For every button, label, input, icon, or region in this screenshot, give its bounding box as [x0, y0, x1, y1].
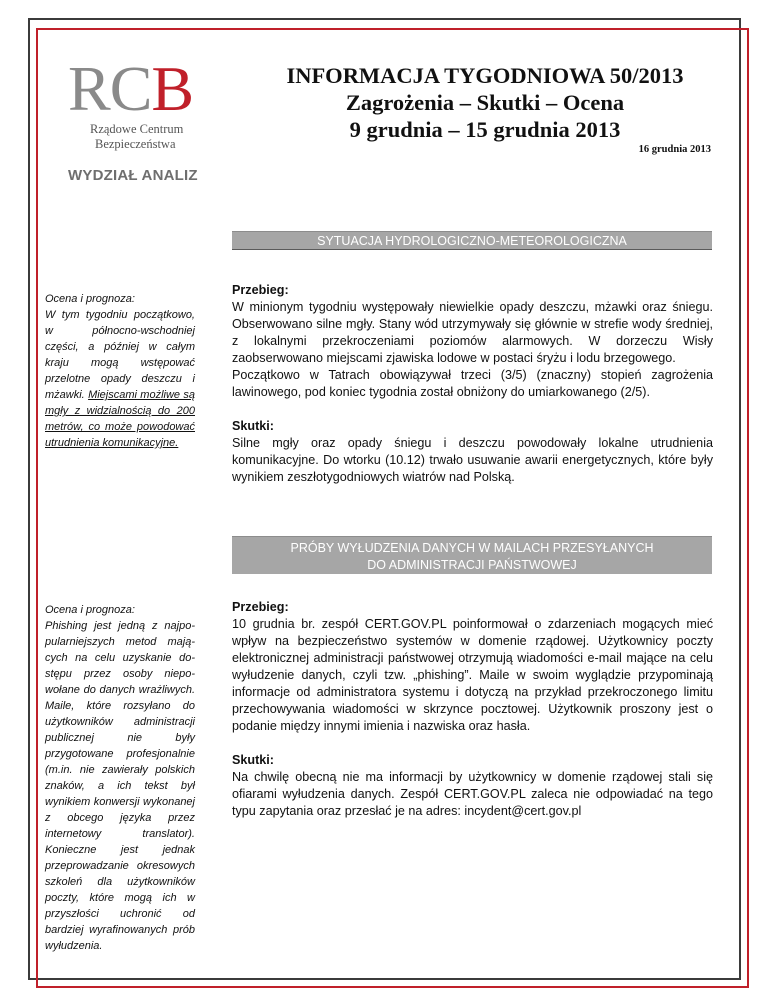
- side-note-underlined-text: Miejscami możliwe są mgły z widzialnością do 200 metrów, co może powodować utrudnienia komunikacyjne.: [45, 389, 195, 449]
- rcb-logo: [60, 55, 220, 155]
- title-line-3: 9 grudnia – 15 grudnia 2013: [349, 117, 621, 142]
- przebieg-label: Przebieg:: [232, 600, 289, 614]
- logo-letters-rc: RC: [68, 53, 152, 124]
- title-line-1: INFORMACJA TYGODNIOWA 50/2013: [286, 63, 684, 88]
- title-line-2: Zagrożenia – Skutki – Ocena: [345, 90, 625, 115]
- side-note-hydro: [45, 291, 195, 451]
- section-heading-phishing-line2: DO ADMINISTRACJI PAŃSTWOWEJ: [367, 558, 577, 572]
- section-heading-hydro: [232, 231, 712, 250]
- section-heading-underline: [232, 249, 712, 250]
- logo-subtitle-line1: Rządowe Centrum: [90, 122, 184, 136]
- side-note-label: Ocena i prognoza:: [45, 604, 135, 616]
- skutki-paragraph: Na chwilę obecną nie ma informacji by użytkownicy w domenie rządowej stali się ofiarami wyłudzenia danych. Zespół CERT.GOV.PL zaleca nie odpowiadać na tego typu zapytania oraz przesłać je na adres: incydent@cert.gov.pl: [232, 770, 713, 818]
- document-title: [235, 62, 735, 143]
- skutki-paragraph: Silne mgły oraz opady śniegu i deszczu powodowały lokalne utrudnienia komunikacyjne. Do wtorku (10.12) trwało usuwanie awarii energetycznych, które były wynikiem zeszłotygodniowych wiatrów nad Polską.: [232, 436, 713, 484]
- side-note-text: W tym tygodniu początkowo, w północno-wschodniej części, a później w całym kraju mogą wstępować przelotne opady deszczu i mżawki.: [45, 309, 195, 401]
- section-heading-phishing: [232, 536, 712, 574]
- section-heading-hydro-text: SYTUACJA HYDROLOGICZNO-METEOROLOGICZNA: [317, 234, 627, 248]
- department-label: WYDZIAŁ ANALIZ: [68, 167, 198, 184]
- logo-letters-b: B: [151, 53, 194, 124]
- issue-date: 16 grudnia 2013: [638, 144, 711, 155]
- side-note-text: Phishing jest jedną z najpopularniejszych metod mających na celu uzyskanie dostępu przez osoby niepowołane do danych wrażliwych. Maile, które rozsyłano do użytkowników administracji publicznej nie były przygotowane profesjonalnie (m.in. nie zawierały polskich znaków, a ich tekst był wynikiem konwersji wykonanej z obcego języka przez internetowy translator). Konieczne jest jednak przeprowadzanie okresowych szkoleń dla użytkowników poczty, które mogą ich w przyszłości uchronić od bardziej wyrafinowanych prób wyłudzenia.: [45, 620, 195, 952]
- skutki-label: Skutki:: [232, 419, 274, 433]
- przebieg-paragraph: 10 grudnia br. zespół CERT.GOV.PL poinformował o zdarzeniach mogących mieć wpływ na bezpieczeństwo systemów w domenie rządowej. Użytkownicy poczty elektronicznej administracji państwowej otrzymują wiadomości e-mail mające na celu wyłudzenie danych, czyli tzw. „phishing”. Maile w swoim wyglądzie przypominają informacje od administratora systemu i dotyczą na przykład przekroczonego limitu przechowywania wiadomości w skrzynce pocztowej. Użytkownik proszony jest o podanie między innymi imienia i nazwiska oraz hasła.: [232, 617, 713, 733]
- przebieg-paragraph-2: Początkowo w Tatrach obowiązywał trzeci (3/5) (znaczny) stopień zagrożenia lawinowego, pod koniec tygodnia został obniżony do umiarkowanego (2/5).: [232, 368, 713, 399]
- side-note-phishing: [45, 602, 195, 954]
- section-heading-phishing-line1: PRÓBY WYŁUDZENIA DANYCH W MAILACH PRZESYŁANYCH: [290, 541, 654, 555]
- logo-subtitle-line2: Bezpieczeństwa: [95, 137, 176, 151]
- przebieg-paragraph-1: W minionym tygodniu występowały niewielkie opady deszczu, mżawki oraz śniegu. Obserwowano silne mgły. Stany wód utrzymywały się głównie w strefie wody średniej, z lokalnymi przekroczeniami poziomów alarmowych. W dorzeczu Wisły zaobserwowano miejscami zjawiska lodowe w postaci śryżu i lodu brzegowego.: [232, 300, 713, 365]
- skutki-label: Skutki:: [232, 753, 274, 767]
- main-content-hydro: [232, 282, 713, 486]
- logo-letters: [68, 55, 193, 123]
- side-note-label: Ocena i prognoza:: [45, 293, 135, 305]
- przebieg-label: Przebieg:: [232, 283, 289, 297]
- main-content-phishing: [232, 599, 713, 820]
- logo-subtitle: [90, 122, 183, 152]
